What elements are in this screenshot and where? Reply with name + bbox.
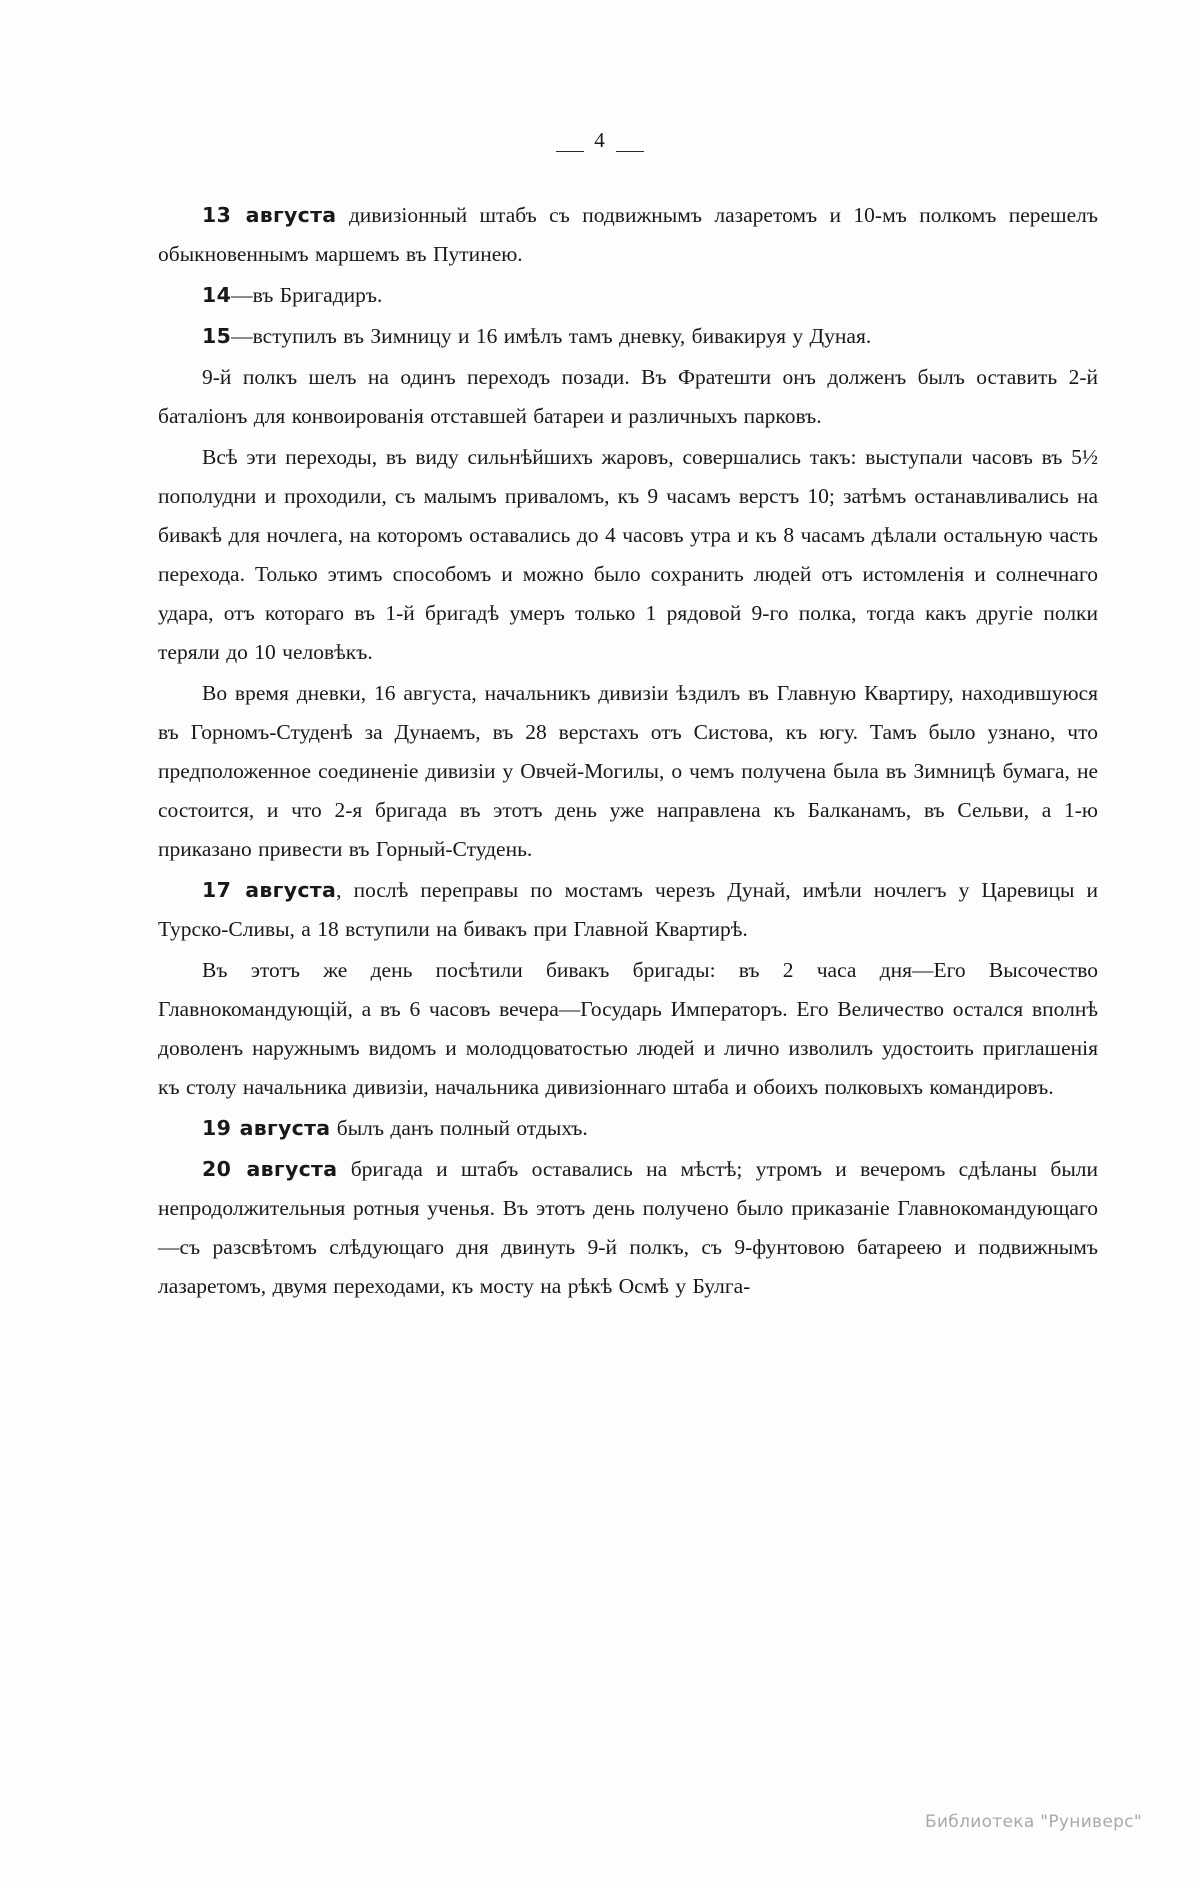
library-watermark: Библиотека "Руниверс" [925, 1812, 1142, 1832]
paragraph [158, 438, 1098, 672]
paragraph-lead: 14 [202, 283, 232, 307]
paragraph [158, 674, 1098, 869]
paragraph [158, 358, 1098, 436]
paragraph-text: былъ данъ полный отдыхъ. [330, 1116, 588, 1140]
paragraph [158, 871, 1098, 949]
paragraph [158, 951, 1098, 1107]
paragraph-lead: 13 августа [202, 203, 337, 227]
paragraph-lead: 20 августа [202, 1157, 338, 1181]
paragraph [158, 276, 1098, 315]
paragraph [158, 317, 1098, 356]
paragraph-text: дивизіонный штабъ съ подвижнымъ лазаретомъ и 10-мъ полкомъ перешелъ обыкновеннымъ маршемъ въ Путинею. [158, 203, 1098, 266]
page-number-container [0, 128, 1200, 153]
paragraph-text: Въ этотъ же день посѣтили бивакъ бригады: въ 2 часа дня—Его Высочество Главнокомандующій, а въ 6 часовъ вечера—Государь Императоръ. Его Величество остался вполнѣ доволенъ наружнымъ видомъ и молодцоватостью людей и лично изволилъ удостоить приглашенія къ столу начальника дивизіи, начальника дивизіоннаго штаба и обоихъ полковыхъ командировъ. [158, 958, 1098, 1099]
page-number: 4 [568, 128, 632, 153]
paragraph-lead: 17 августа [202, 878, 337, 902]
paragraph-text: Всѣ эти переходы, въ виду сильнѣйшихъ жаровъ, совершались такъ: выступали часовъ въ 5½ пополудни и проходили, съ малымъ приваломъ, къ 9 часамъ верстъ 10; затѣмъ останавливались на бивакѣ для ночлега, на которомъ оставались до 4 часовъ утра и къ 8 часамъ дѣлали остальную часть перехода. Только этимъ способомъ и можно было сохранить людей отъ истомленія и солнечнаго удара, отъ котораго въ 1-й бригадѣ умеръ только 1 рядовой 9-го полка, тогда какъ другіе полки теряли до 10 человѣкъ. [158, 445, 1098, 664]
paragraph-text: —въ Бригадиръ. [231, 283, 383, 307]
paragraph-text: , послѣ переправы по мостамъ черезъ Дунай, имѣли ночлегъ у Царевицы и Турско-Сливы, а 18 вступили на бивакъ при Главной Квартирѣ. [158, 878, 1098, 941]
paragraph-text: Во время дневки, 16 августа, начальникъ дивизіи ѣздилъ въ Главную Квартиру, находившуюся въ Горномъ-Студенѣ за Дунаемъ, въ 28 верстахъ отъ Систова, къ югу. Тамъ было узнано, что предположенное соединеніе дивизіи у Овчей-Могилы, о чемъ получена была въ Зимницѣ бумага, не состоится, и что 2-я бригада въ этотъ день уже направлена къ Балканамъ, въ Сельви, а 1-ю приказано привести въ Горный-Студень. [158, 681, 1098, 861]
paragraph-text: —вступилъ въ Зимницу и 16 имѣлъ тамъ дневку, бивакируя у Дуная. [231, 324, 872, 348]
paragraph-lead: 19 августа [202, 1116, 331, 1140]
page-body [158, 196, 1098, 1308]
paragraph [158, 1150, 1098, 1306]
paragraph-text: бригада и штабъ оставались на мѣстѣ; утромъ и вечеромъ сдѣланы были непродолжительныя ротныя ученья. Въ этотъ день получено было приказаніе Главнокомандующаго—съ разсвѣтомъ слѣдующаго дня двинуть 9-й полкъ, съ 9-фунтовою батареею и подвижнымъ лазаретомъ, двумя переходами, къ мосту на рѣкѣ Осмѣ у Булга- [158, 1157, 1099, 1298]
paragraph-lead: 15 [202, 324, 232, 348]
paragraph [158, 196, 1098, 274]
paragraph [158, 1109, 1098, 1148]
paragraph-text: 9-й полкъ шелъ на одинъ переходъ позади. Въ Фратешти онъ долженъ былъ оставить 2-й баталіонъ для конвоированія отставшей батареи и различныхъ парковъ. [158, 365, 1098, 428]
